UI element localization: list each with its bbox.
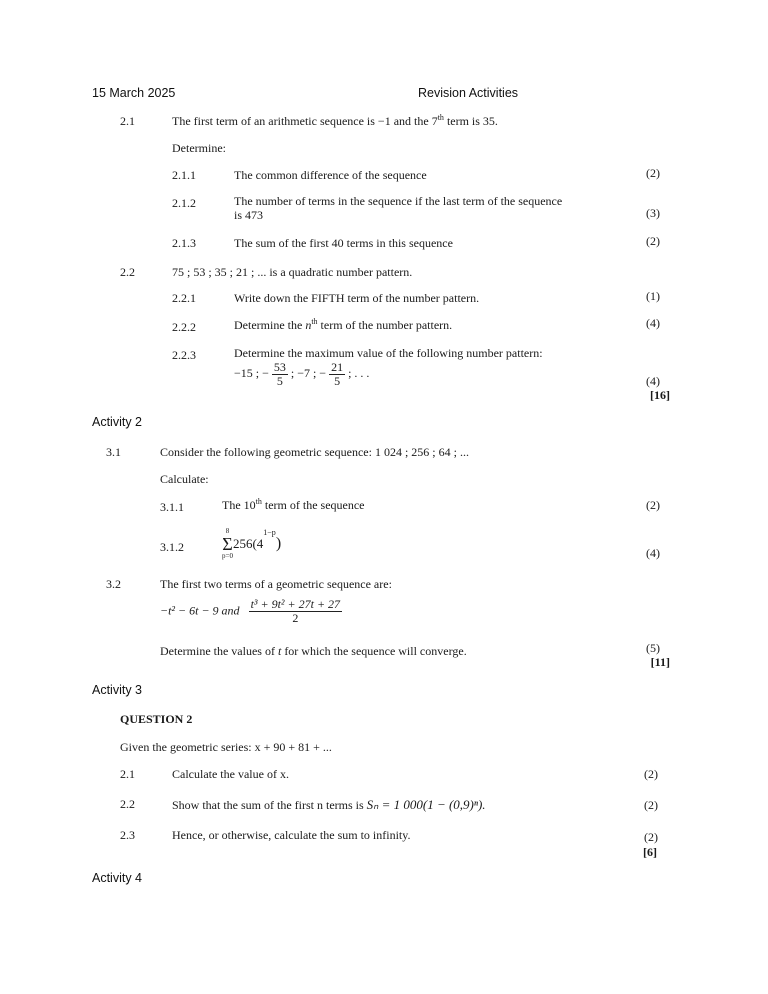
q31-text: Consider the following geometric sequence: 1 024 ; 256 ; 64 ; ... [160, 445, 469, 459]
activity-4-label: Activity 4 [92, 871, 143, 885]
q32-text: The first two terms of a geometric sequence are: [160, 577, 392, 591]
mark: (2) [644, 767, 658, 781]
mark: (2) [644, 798, 658, 812]
mark: (2) [646, 166, 660, 180]
mark: (2) [644, 830, 658, 844]
sigma-expression: 8 Σ p=0 $256(4^{1-p})$ [222, 527, 282, 560]
q-number: 2.2.3 [172, 348, 196, 362]
q-number: 2.1 [120, 114, 135, 128]
q-number: 2.2 [120, 797, 135, 811]
q-number: 3.1.1 [160, 500, 184, 514]
mark: (2) [646, 234, 660, 248]
mark: (1) [646, 289, 660, 303]
a3-q23-text: Hence, or otherwise, calculate the sum to infinity. [172, 828, 411, 842]
mark: (4) [646, 316, 660, 330]
a3-q22-text: Show that the sum of the first n terms is Sₙ = 1 000(1 − (0,9)ⁿ). [172, 797, 486, 812]
q-number: 3.2 [106, 577, 121, 591]
mark: (5) [646, 641, 660, 655]
q22-text: 75 ; 53 ; 35 ; 21 ; ... is a quadratic number pattern. [172, 265, 413, 279]
q32-converge-text: Determine the values of t for which the sequence will converge. [160, 644, 467, 658]
q-number: 2.2.2 [172, 320, 196, 334]
given-series: Given the geometric series: x + 90 + 81 + ... [120, 740, 332, 754]
total-mark: [11] [650, 655, 670, 669]
q213-text: The sum of the first 40 terms in this sequence [234, 236, 453, 250]
question-heading: QUESTION 2 [120, 712, 193, 726]
q21-text: The first term of an arithmetic sequence is −1 and the 7th term is 35. [172, 113, 498, 128]
q-number: 3.1 [106, 445, 121, 459]
q-number: 2.1.1 [172, 168, 196, 182]
q311-text: The 10th term of the sequence [222, 497, 365, 512]
q-number: 2.2.1 [172, 291, 196, 305]
q211-text: The common difference of the sequence [234, 168, 427, 182]
activity-3-label: Activity 3 [92, 683, 143, 697]
q-number: 2.1 [120, 767, 135, 781]
total-mark: [16] [650, 388, 670, 402]
total-mark: [6] [643, 845, 657, 859]
q212-line1: The number of terms in the sequence if the last term of the sequence [234, 194, 563, 208]
q221-text: Write down the FIFTH term of the number pattern. [234, 291, 480, 305]
q222-text: Determine the $n^{th}$ term of the number pattern. [234, 317, 453, 332]
header-title: Revision Activities [418, 86, 519, 100]
a3-q21-text: Calculate the value of x. [172, 767, 289, 781]
mark: (4) [646, 546, 660, 560]
q32-expression: −t² − 6t − 9 and $\frac{\text{t³ + 9t² + 27t + 27}}{2}$ [160, 597, 341, 625]
q-number: 2.3 [120, 828, 135, 842]
mark: (3) [646, 206, 660, 220]
mark: (4) [646, 374, 660, 388]
sigma-icon: Σ [222, 534, 233, 554]
determine-label: Determine: [172, 141, 226, 155]
q223-sequence: −15 ; − $\frac{53}{5}$ ; −7 ; − $\frac{21}{5}$ ; . . . [234, 360, 370, 388]
calculate-label: Calculate: [160, 472, 209, 486]
q-number: 3.1.2 [160, 540, 184, 554]
q-number: 2.1.3 [172, 236, 196, 250]
activity-2-label: Activity 2 [92, 415, 143, 429]
header-date: 15 March 2025 [92, 86, 176, 100]
q223-text: Determine the maximum value of the following number pattern: [234, 346, 543, 360]
q212-line2: is 473 [234, 208, 264, 222]
mark: (2) [646, 498, 660, 512]
q-number: 2.2 [120, 265, 135, 279]
q-number: 2.1.2 [172, 196, 196, 210]
